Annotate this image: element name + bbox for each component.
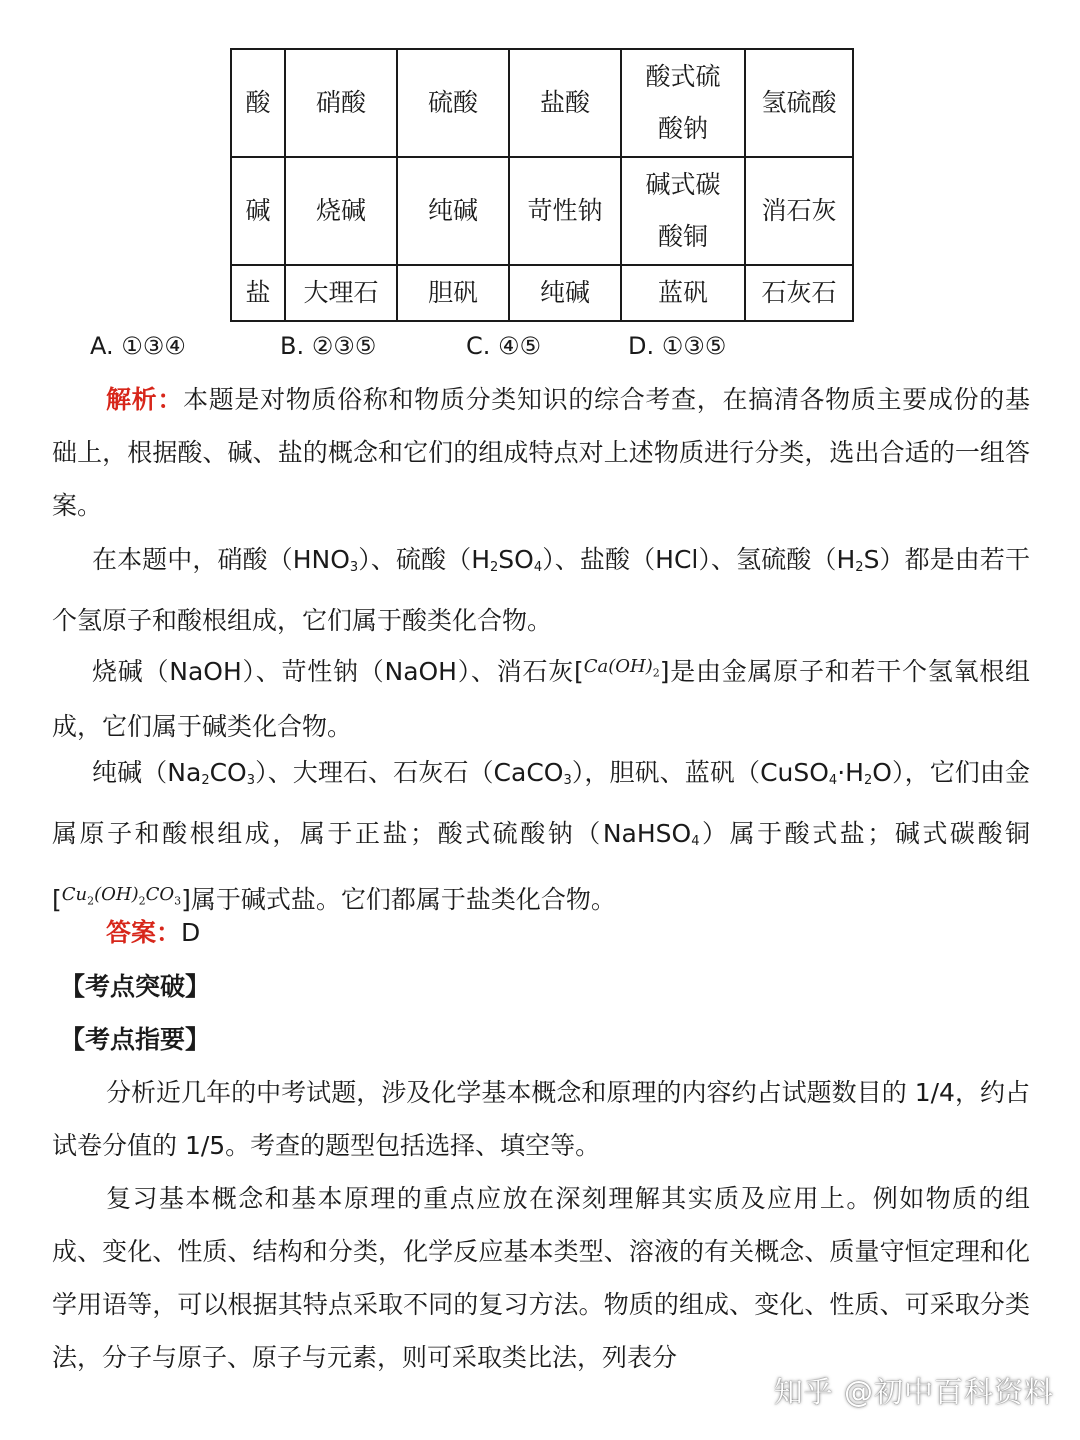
section-heading: 【考点突破】 bbox=[60, 972, 211, 1001]
answer-value: D bbox=[181, 918, 201, 947]
table-cell: 胆矾 bbox=[397, 265, 509, 321]
option-a: A. ①③④ bbox=[90, 332, 186, 360]
table-cell: 蓝矾 bbox=[621, 265, 745, 321]
table-row bbox=[231, 157, 853, 265]
analysis-label: 解析： bbox=[106, 385, 184, 414]
table-cell: 硝酸 bbox=[285, 49, 397, 157]
option-b: B. ②③⑤ bbox=[280, 332, 377, 360]
row-category: 碱 bbox=[231, 157, 285, 265]
body-paragraph-2: 复习基本概念和基本原理的重点应放在深刻理解其实质及应用上。例如物质的组成、变化、性质、结构和分类，化学反应基本类型、溶液的有关概念、质量守恒定理和化学用语等，可以根据其特点采取不同的复习方法。物质的组成、变化、性质、可采取分类法，分子与原子、原子与元素，则可采取类比法，列表分 bbox=[52, 1184, 1030, 1372]
answer-line bbox=[52, 906, 1030, 959]
table-cell: 消石灰 bbox=[745, 157, 853, 265]
table-cell: 纯碱 bbox=[397, 157, 509, 265]
classification-table bbox=[230, 48, 854, 322]
table-row bbox=[231, 265, 853, 321]
analysis-paragraph-2: 在本题中，硝酸$(HNO_3)$、硫酸$(H_2SO_4)$、盐酸（HCl）、氢硫酸$(H_2S)$都是由若干个氢原子和酸根组成，它们属于酸类化合物。 bbox=[52, 545, 1030, 635]
table-cell: 硫酸 bbox=[397, 49, 509, 157]
option-d: D. ①③⑤ bbox=[628, 332, 727, 360]
table-cell: 苛性钠 bbox=[509, 157, 621, 265]
option-c: C. ④⑤ bbox=[466, 332, 542, 360]
watermark: 知乎 @初中百科资料 bbox=[773, 1375, 1054, 1409]
body-paragraph-1: 分析近几年的中考试题，涉及化学基本概念和原理的内容约占试题数目的 1/4，约占试卷分值的 1/5。考查的题型包括选择、填空等。 bbox=[52, 1078, 1030, 1160]
table-cell: 碱式碳酸铜 bbox=[621, 157, 745, 265]
analysis-paragraph-4: 纯碱$(Na_2CO_3)$、大理石、石灰石（CaCO$_3$），胆矾、蓝矾$(CuSO_4\cdot H_2O)$，它们由金属原子和酸根组成，属于正盐；酸式硫酸钠（NaHSO$_4$）属于酸式盐；碱式碳酸铜[$^{Cu_2(OH)_2CO_3}$]属于碱式盐。它们都属于盐类化合物。 bbox=[52, 758, 1030, 914]
table-cell: 氢硫酸 bbox=[745, 49, 853, 157]
formula-calcium-hydroxide: Ca(OH)2 bbox=[583, 656, 660, 680]
table-cell: 大理石 bbox=[285, 265, 397, 321]
section-heading: 【考点指要】 bbox=[60, 1025, 211, 1054]
row-category: 酸 bbox=[231, 49, 285, 157]
row-category: 盐 bbox=[231, 265, 285, 321]
table-cell: 石灰石 bbox=[745, 265, 853, 321]
answer-label: 答案： bbox=[106, 918, 182, 947]
analysis-paragraph-3: 烧碱（NaOH）、苛性钠（NaOH）、消石灰[$^{Ca(OH)_2}$]是由金属原子和若干个氢氧根组成，它们属于碱类化合物。 bbox=[52, 656, 1030, 741]
table-cell: 纯碱 bbox=[509, 265, 621, 321]
table-cell: 烧碱 bbox=[285, 157, 397, 265]
analysis-paragraph-1: 解析：本题是对物质俗称和物质分类知识的综合考查，在搞清各物质主要成份的基础上，根据酸、碱、盐的概念和它们的组成特点对上述物质进行分类，选出合适的一组答案。 bbox=[52, 385, 1030, 520]
table-row bbox=[231, 49, 853, 157]
table-cell: 盐酸 bbox=[509, 49, 621, 157]
formula-basic-copper-carbonate: Cu2(OH)2CO3 bbox=[61, 884, 182, 908]
table-cell: 酸式硫酸钠 bbox=[621, 49, 745, 157]
